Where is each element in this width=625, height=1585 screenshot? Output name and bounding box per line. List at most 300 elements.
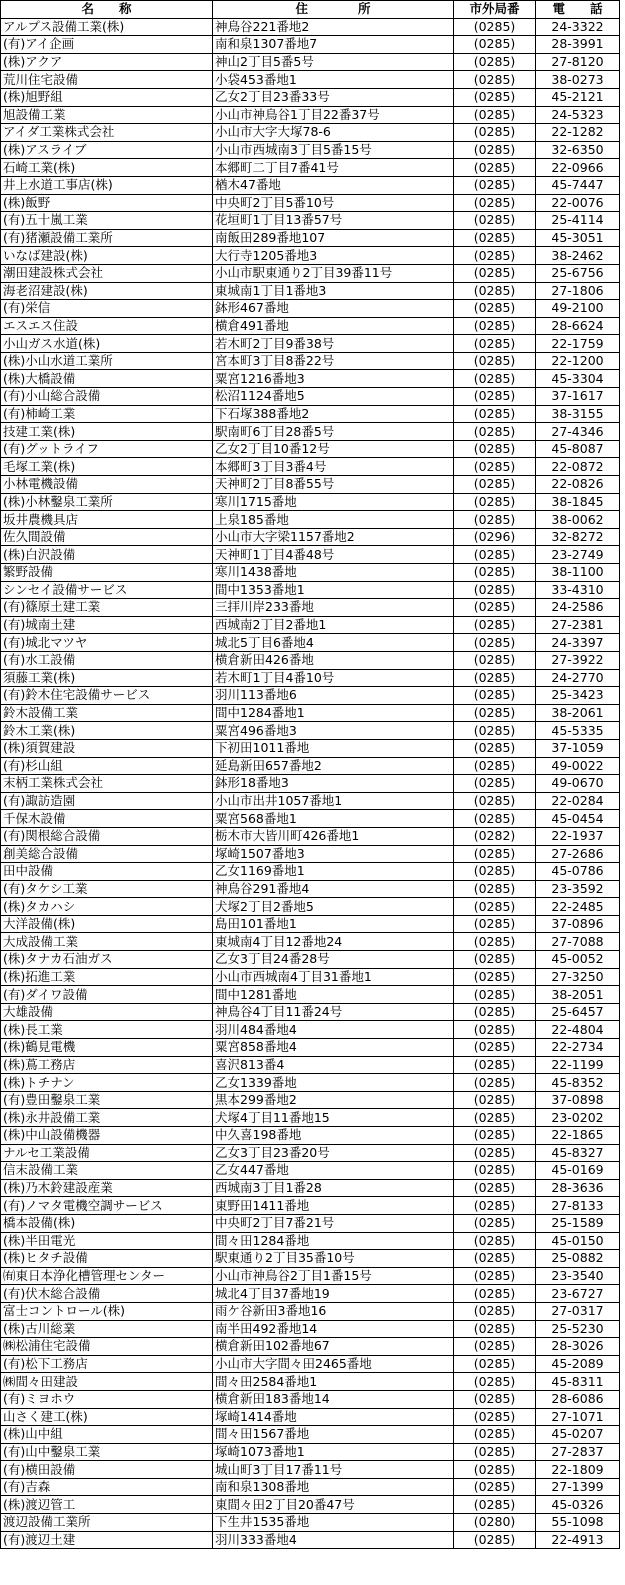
phone-number: 22-1282 [536,124,620,142]
phone-number: 23-0202 [536,1109,620,1127]
company-name: 旭設備工業 [1,106,213,124]
phone-number: 22-4804 [536,1021,620,1039]
address: 小山市大字梁1157番地2 [213,528,454,546]
table-row [1,1373,620,1391]
table-body [1,18,620,1549]
area-code: (0285) [454,1214,536,1232]
address: 延島新田657番地2 [213,757,454,775]
area-code: (0285) [454,1426,536,1444]
table-row [1,106,620,124]
area-code: (0285) [454,546,536,564]
phone-number: 37-1059 [536,739,620,757]
company-name: (株)山中組 [1,1426,213,1444]
phone-number: 37-0898 [536,1091,620,1109]
table-row [1,458,620,476]
phone-number: 25-6457 [536,1003,620,1021]
area-code: (0285) [454,458,536,476]
company-name: 鈴木設備工業 [1,704,213,722]
address: 若木町1丁目4番10号 [213,669,454,687]
address: 間々田1567番地 [213,1426,454,1444]
phone-number: 27-1399 [536,1478,620,1496]
table-row [1,1162,620,1180]
area-code: (0285) [454,1232,536,1250]
company-name: ㈲東日本浄化槽管理センター [1,1267,213,1285]
address: 鉢形467番地 [213,300,454,318]
phone-number: 22-0076 [536,194,620,212]
phone-number: 45-0207 [536,1426,620,1444]
company-name: (有)関根総合設備 [1,827,213,845]
table-row [1,493,620,511]
area-code: (0285) [454,264,536,282]
table-row [1,194,620,212]
phone-number: 45-0150 [536,1232,620,1250]
table-row [1,1056,620,1074]
company-name: 石崎工業(株) [1,159,213,177]
company-name: (株)古川総業 [1,1320,213,1338]
address: 栃木市大皆川町426番地1 [213,827,454,845]
phone-number: 22-2485 [536,898,620,916]
company-name: (有)ダイワ設備 [1,986,213,1004]
address: 神鳥谷4丁目11番24号 [213,1003,454,1021]
table-row [1,18,620,36]
address: 本郷町3丁目3番4号 [213,458,454,476]
address: 宮本町3丁目8番22号 [213,352,454,370]
table-row [1,616,620,634]
table-row [1,669,620,687]
table-row [1,687,620,705]
area-code: (0285) [454,915,536,933]
company-name: 井上水道工事店(株) [1,176,213,194]
address: 本郷町二丁目7番41号 [213,159,454,177]
table-row [1,317,620,335]
area-code: (0285) [454,159,536,177]
phone-number: 32-6350 [536,141,620,159]
area-code: (0285) [454,863,536,881]
company-name: (株)小山水道工業所 [1,352,213,370]
table-row [1,1514,620,1532]
area-code: (0285) [454,53,536,71]
area-code: (0285) [454,440,536,458]
area-code: (0285) [454,1496,536,1514]
phone-number: 38-0062 [536,511,620,529]
table-row [1,951,620,969]
table-row [1,1267,620,1285]
table-row [1,264,620,282]
area-code: (0285) [454,1443,536,1461]
address: 粟宮858番地4 [213,1039,454,1057]
company-name: 渡辺設備工業所 [1,1514,213,1532]
company-name: (有)ノマタ電機空調サービス [1,1197,213,1215]
address: 中央町2丁目5番10号 [213,194,454,212]
table-row [1,651,620,669]
area-code: (0285) [454,300,536,318]
company-name: 末柄工業株式会社 [1,775,213,793]
phone-number: 27-2686 [536,845,620,863]
phone-number: 38-0273 [536,71,620,89]
company-name: (有)篠原土建工業 [1,599,213,617]
address: 神鳥谷221番地2 [213,18,454,36]
company-name: (有)グットライフ [1,440,213,458]
area-code: (0285) [454,1390,536,1408]
area-code: (0285) [454,247,536,265]
phone-number: 24-3397 [536,634,620,652]
phone-number: 23-2749 [536,546,620,564]
phone-number: 25-6756 [536,264,620,282]
area-code: (0285) [454,1179,536,1197]
area-code: (0285) [454,1478,536,1496]
area-code: (0285) [454,370,536,388]
company-name: 千保木設備 [1,810,213,828]
address: 雨ケ谷新田3番地16 [213,1302,454,1320]
table-row [1,1355,620,1373]
area-code: (0285) [454,704,536,722]
area-code: (0285) [454,616,536,634]
phone-number: 24-2770 [536,669,620,687]
address: 黒本299番地2 [213,1091,454,1109]
phone-number: 28-3636 [536,1179,620,1197]
phone-number: 27-8120 [536,53,620,71]
company-name: ナルセ工業設備 [1,1144,213,1162]
address: 大行寺1205番地3 [213,247,454,265]
table-row [1,845,620,863]
table-row [1,739,620,757]
company-name: 海老沼建設(株) [1,282,213,300]
company-name: (株)アクア [1,53,213,71]
area-code: (0285) [454,1461,536,1479]
phone-number: 45-0454 [536,810,620,828]
area-code: (0285) [454,1250,536,1268]
table-row [1,792,620,810]
table-row [1,863,620,881]
phone-number: 45-0169 [536,1162,620,1180]
area-code: (0285) [454,1197,536,1215]
phone-number: 22-4913 [536,1531,620,1549]
phone-number: 45-8087 [536,440,620,458]
area-code: (0285) [454,1302,536,1320]
area-code: (0285) [454,1091,536,1109]
company-name: (有)柿崎工業 [1,405,213,423]
company-name: シンセイ設備サービス [1,581,213,599]
address: 天神町1丁目4番48号 [213,546,454,564]
table-row [1,159,620,177]
phone-number: 38-2462 [536,247,620,265]
area-code: (0285) [454,757,536,775]
company-name: 小林電機設備 [1,476,213,494]
table-row [1,300,620,318]
table-row [1,1197,620,1215]
company-name: (株)中山設備機器 [1,1127,213,1145]
phone-number: 45-2089 [536,1355,620,1373]
company-name: (有)諏訪造園 [1,792,213,810]
area-code: (0285) [454,845,536,863]
company-name: 富士コントロール(株) [1,1302,213,1320]
area-code: (0285) [454,476,536,494]
table-row [1,722,620,740]
area-code: (0285) [454,335,536,353]
company-name: (株)旭野組 [1,88,213,106]
address: 寒川1715番地 [213,493,454,511]
table-row [1,1426,620,1444]
area-code: (0285) [454,36,536,54]
table-row [1,1461,620,1479]
phone-number: 28-6086 [536,1390,620,1408]
table-row [1,352,620,370]
header-row [1,1,620,19]
table-row [1,1179,620,1197]
table-row [1,528,620,546]
table-row [1,88,620,106]
phone-number: 27-1806 [536,282,620,300]
table-row [1,986,620,1004]
table-row [1,1127,620,1145]
table-row [1,1250,620,1268]
company-name: (有)城北マツヤ [1,634,213,652]
address: 南飯田289番地107 [213,229,454,247]
company-name: (株)小林鑿泉工業所 [1,493,213,511]
phone-number: 27-2837 [536,1443,620,1461]
area-code: (0285) [454,388,536,406]
table-row [1,440,620,458]
area-code: (0285) [454,933,536,951]
phone-number: 27-1071 [536,1408,620,1426]
phone-number: 37-1617 [536,388,620,406]
address: 小袋453番地1 [213,71,454,89]
company-name: (有)タケシ工業 [1,880,213,898]
address: 小山市大字間々田2465番地 [213,1355,454,1373]
address: 乙女2丁目10番12号 [213,440,454,458]
area-code: (0285) [454,634,536,652]
address: 羽川333番地4 [213,1531,454,1549]
phone-number: 49-2100 [536,300,620,318]
address: 粟宮568番地1 [213,810,454,828]
address: 乙女1169番地1 [213,863,454,881]
area-code: (0285) [454,282,536,300]
area-code: (0280) [454,1514,536,1532]
table-row [1,827,620,845]
table-row [1,1443,620,1461]
company-name: 毛塚工業(株) [1,458,213,476]
area-code: (0285) [454,1074,536,1092]
area-code: (0285) [454,968,536,986]
table-row [1,1390,620,1408]
table-row [1,1003,620,1021]
address: 西城南3丁目1番28 [213,1179,454,1197]
address: 城山町3丁目17番11号 [213,1461,454,1479]
area-code: (0285) [454,106,536,124]
address: 天神町2丁目8番55号 [213,476,454,494]
phone-number: 22-1200 [536,352,620,370]
area-code: (0285) [454,1408,536,1426]
area-code: (0285) [454,1039,536,1057]
area-code: (0285) [454,1320,536,1338]
area-code: (0285) [454,898,536,916]
address: 横倉491番地 [213,317,454,335]
table-row [1,757,620,775]
phone-number: 22-1809 [536,1461,620,1479]
address: 島田101番地1 [213,915,454,933]
company-name: (有)アイ企画 [1,36,213,54]
phone-number: 45-8327 [536,1144,620,1162]
company-name: 鈴木工業(株) [1,722,213,740]
company-name: (株)アスライブ [1,141,213,159]
company-name: (有)栄信 [1,300,213,318]
area-code: (0296) [454,528,536,546]
address: 犬塚4丁目11番地15 [213,1109,454,1127]
address: 上泉185番地 [213,511,454,529]
phone-number: 22-0966 [536,159,620,177]
company-name: ㈱松浦住宅設備 [1,1338,213,1356]
table-row [1,36,620,54]
phone-number: 28-3026 [536,1338,620,1356]
phone-number: 22-0826 [536,476,620,494]
area-code: (0285) [454,1285,536,1303]
company-name: (株)須賀建設 [1,739,213,757]
address: 中久喜198番地 [213,1127,454,1145]
phone-number: 24-5323 [536,106,620,124]
area-code: (0285) [454,775,536,793]
address: 小山市西城南3丁目5番15号 [213,141,454,159]
address: 下初田1011番地 [213,739,454,757]
address: 小山市神鳥谷1丁目22番37号 [213,106,454,124]
company-name: 小山ガス水道(株) [1,335,213,353]
address: 南和泉1308番地 [213,1478,454,1496]
address: 小山市出井1057番地1 [213,792,454,810]
table-row [1,71,620,89]
table-row [1,1478,620,1496]
company-name: 荒川住宅設備 [1,71,213,89]
address: 間中1284番地1 [213,704,454,722]
address: 寒川1438番地 [213,564,454,582]
phone-number: 33-4310 [536,581,620,599]
company-name: (有)鈴木住宅設備サービス [1,687,213,705]
company-name: 田中設備 [1,863,213,881]
phone-number: 49-0022 [536,757,620,775]
phone-number: 38-2051 [536,986,620,1004]
company-name: 創美総合設備 [1,845,213,863]
area-code: (0285) [454,511,536,529]
table-row [1,968,620,986]
company-name: (株)蔦工務店 [1,1056,213,1074]
company-name: (有)横田設備 [1,1461,213,1479]
address: 若木町2丁目9番38号 [213,335,454,353]
company-name: 技建工業(株) [1,423,213,441]
table-row [1,1496,620,1514]
address: 間中1281番地 [213,986,454,1004]
table-row [1,423,620,441]
address: 下石塚388番地2 [213,405,454,423]
phone-number: 24-3322 [536,18,620,36]
phone-number: 22-0872 [536,458,620,476]
address: 下生井1535番地 [213,1514,454,1532]
address: 城北4丁目37番地19 [213,1285,454,1303]
table-row [1,1302,620,1320]
company-name: 潮田建設株式会社 [1,264,213,282]
area-code: (0285) [454,564,536,582]
company-name: (株)渡辺管工 [1,1496,213,1514]
address: 神鳥谷291番地4 [213,880,454,898]
table-row [1,775,620,793]
company-name: 須藤工業(株) [1,669,213,687]
table-row [1,634,620,652]
company-name: 山さく建工(株) [1,1408,213,1426]
address: 乙女447番地 [213,1162,454,1180]
phone-number: 38-2061 [536,704,620,722]
area-code: (0285) [454,1373,536,1391]
address: 松沼1124番地5 [213,388,454,406]
address: 小山市神鳥谷2丁目1番15号 [213,1267,454,1285]
table-row [1,141,620,159]
company-name: 信末設備工業 [1,1162,213,1180]
table-row [1,176,620,194]
company-name: (株)トチナン [1,1074,213,1092]
company-name: アイダ工業株式会社 [1,124,213,142]
phone-number: 23-3592 [536,880,620,898]
company-name: 繁野設備 [1,564,213,582]
company-name: (株)半田電光 [1,1232,213,1250]
table-row [1,1531,620,1549]
company-name: ㈱間々田建設 [1,1373,213,1391]
phone-number: 22-1865 [536,1127,620,1145]
phone-number: 45-2121 [536,88,620,106]
address: 塚崎1414番地 [213,1408,454,1426]
phone-number: 38-1100 [536,564,620,582]
address: 間中1353番地1 [213,581,454,599]
table-row [1,810,620,828]
area-code: (0285) [454,124,536,142]
table-row [1,511,620,529]
company-name: エスエス住設 [1,317,213,335]
table-row [1,405,620,423]
phone-number: 22-1199 [536,1056,620,1074]
address: 東城南1丁目1番地3 [213,282,454,300]
address: 三拝川岸233番地 [213,599,454,617]
phone-number: 37-0896 [536,915,620,933]
phone-number: 27-3250 [536,968,620,986]
company-name: (株)拓進工業 [1,968,213,986]
address: 犬塚2丁目2番地5 [213,898,454,916]
phone-number: 45-8352 [536,1074,620,1092]
address: 横倉新田183番地14 [213,1390,454,1408]
address: 小山市大字大塚78-6 [213,124,454,142]
phone-number: 55-1098 [536,1514,620,1532]
phone-number: 27-3922 [536,651,620,669]
area-code: (0285) [454,405,536,423]
phone-number: 22-0284 [536,792,620,810]
address: 神山2丁目5番5号 [213,53,454,71]
area-code: (0282) [454,827,536,845]
area-code: (0285) [454,1144,536,1162]
table-row [1,880,620,898]
area-code: (0285) [454,212,536,230]
phone-number: 45-7447 [536,176,620,194]
company-name: (株)タカハシ [1,898,213,916]
phone-number: 23-6727 [536,1285,620,1303]
table-row [1,388,620,406]
area-code: (0285) [454,352,536,370]
company-name: (有)吉森 [1,1478,213,1496]
company-name: (株)白沢設備 [1,546,213,564]
company-name: (株)タナカ石油ガス [1,951,213,969]
address: 小山市駅東通り2丁目39番11号 [213,264,454,282]
table-row [1,282,620,300]
company-name: いなば建設(株) [1,247,213,265]
address: 西城南2丁目2番地1 [213,616,454,634]
phone-number: 27-7088 [536,933,620,951]
address: 駅東通り2丁目35番10号 [213,1250,454,1268]
company-name: (株)鶴見電機 [1,1039,213,1057]
phone-number: 25-1589 [536,1214,620,1232]
company-name: (株)大橋設備 [1,370,213,388]
